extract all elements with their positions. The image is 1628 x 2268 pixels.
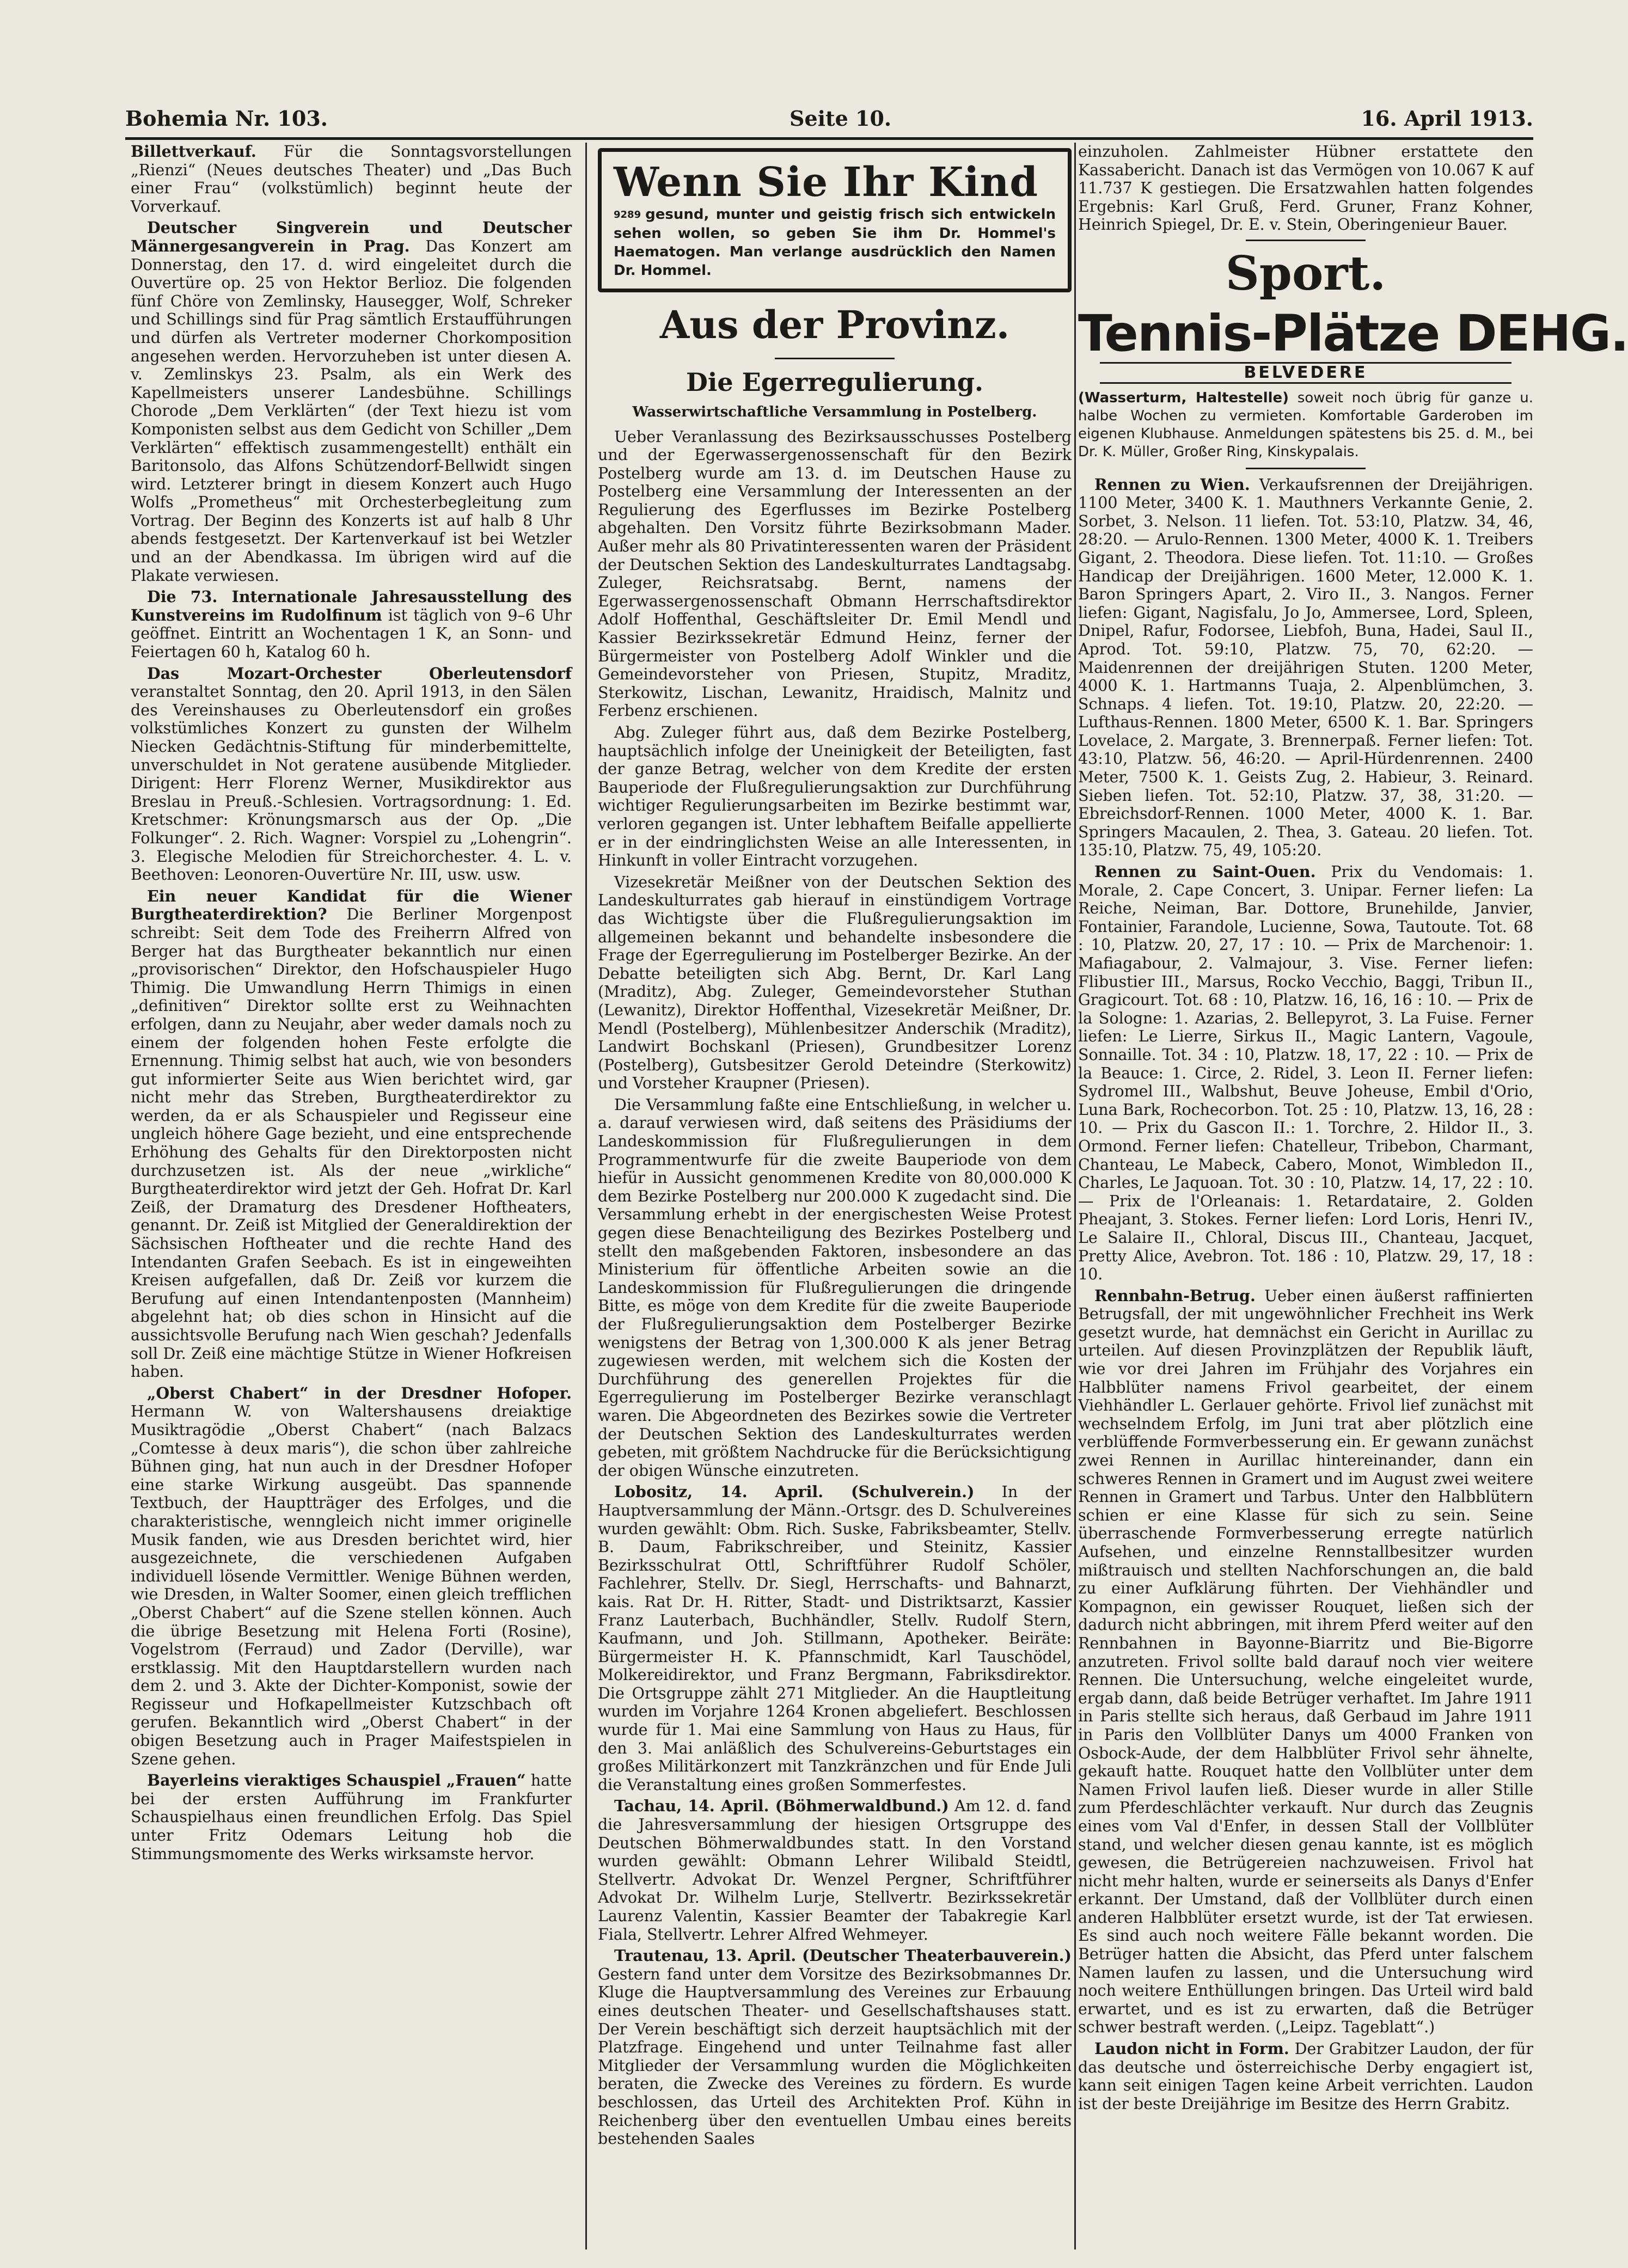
section-title: Aus der Provinz. [659,302,1010,347]
article-lead: Billettverkauf. [131,142,256,161]
article-text: Der Grabitzer Laudon, der für das deutsche und österreichische Derby engagiert ist, kann seit einigen Tagen keine Arbeit verrichten. Laudon ist der beste Dreijährige im Besitze des Herrn Grabitz. [1078,2040,1534,2113]
article-kunstverein [131,588,572,661]
article-text: hatte bei der ersten Aufführung im Frankfurter Schauspielhaus einen freundlichen Erfolg. Das Spiel unter Fritz Odemars Leitung hob die Stimmungsmomente des Werks wirksamste hervor. [131,1772,572,1863]
tennis-location: BELVEDERE [1100,362,1511,384]
article-text: Hermann W. von Waltershausens dreiaktige Musiktragödie „Oberst Chabert“ (nach Balzacs „Comtesse à deux maris“), die schon über zahlreiche Bühnen ging, hat nun auch in der Dresdner Hofoper eine starke Wirkung ausgeübt. Das spannende Textbuch, der Hauptträger des Erfolges, und die charakteristische, wenngleich nicht immer originelle Musik fanden, wie aus Dresden berichtet wird, hier ausgezeichnete, die verschiedenen Aufgaben individuell lösende Vermittler. Wenige Bühnen werden, wie Dresden, in Walter Soomer, einen gleich trefflichen „Oberst Chabert“ auf die Szene stellen können. Auch die übrige Besetzung mit Helena Forti (Rosine), Vogelstrom (Ferraud) und Zador (Derville), war erstklassig. Mit den Hauptdarstellern wurden nach dem 2. und 3. Akte der Dichter-Komponist, sowie der Regisseur und Hofkapellmeister Kutzschbach oft gerufen. Bekanntlich wird „Oberst Chabert“ in der obigen Besetzung auch in Prager Maifestspielen in Szene gehen. [131,1402,572,1768]
article-paragraph: Ueber Veranlassung des Bezirksausschusses Postelberg und der Egerwassergenossenschaft für den Bezirk Postelberg wurde am 13. d. im Deutschen Hause zu Postelberg eine Versammlung der Interessenten an der Regulierung des Egerflusses im Bezirke Postelberg abgehalten. Den Vorsitz führte Bezirksobmann Mader. Außer mehr als 80 Privatinteressenten waren der Präsident der Deutschen Sektion des Landeskulturrates Landtagsabg. Zuleger, Reichsratsabg. Bernt, namens der Egerwassergenossenschaft Obmann Herrschaftsdirektor Adolf Hoffenthal, Geschäftsleiter Dr. Emil Mendl und Kassier Bezirkssekretär Edmund Heinz, ferner der Bürgermeister von Postelberg Adolf Winkler und die Gemeindevorsteher von Priesen, Stupitz, Mraditz, Sterkowitz, Lischan, Lewanitz, Hraidisch, Malnitz und Ferbenz erschienen. [598,427,1072,720]
article-text: Am 12. d. fand die Jahresversammlung der hiesigen Ortsgruppe des Deutschen Böhmerwaldbundes statt. In den Vorstand wurden gewählt: Obmann Lehrer Wilibald Steidtl, Stellvertr. Advokat Dr. Wenzel Pergner, Schriftführer Advokat Dr. Wilhelm Lurje, Stellvertr. Bezirkssekretär Laurenz Valentin, Kassier Beamter der Tabakregie Karl Fiala, Stellvertr. Lehrer Alfred Wehmeyer. [598,1797,1072,1944]
article-lead: Das Mozart-Orchester Oberleutensdorf [147,664,572,683]
article-lead: Die 73. Internationale Jahresausstellung des Kunstvereins im Rudolfinum [131,587,572,624]
article-text: Für die Sonntagsvorstellungen „Rienzi“ (Neues deutsches Theater) und „Das Buch einer Frau“ (volkstümlich) beginnt heute der Vorverkauf. [131,143,572,216]
ad-text: gesund, munter und geistig frisch sich entwickeln sehen wollen, so geben Sie ihm Dr. Hommel's Haematogen. Man verlange ausdrücklich den Namen Dr. Hommel. [614,206,1056,279]
article-text: veranstaltet Sonntag, den 20. April 1913, in den Sälen des Vereinshauses zu Oberleutensdorf ein großes volkstümliches Konzert zu gunsten der Wilhelm Niecken Gedächtnis-Stiftung für minderbemittelte, unverschuldet in Not geratene ausübende Mitglieder. Dirigent: Herr Florenz Werner, Musikdirektor aus Breslau in Preuß.-Schlesien. Vortragsordnung: 1. Ed. Kretschmer: Krönungsmarsch aus der Op. „Die Folkunger“. 2. Rich. Wagner: Vorspiel zu „Lohengrin“. 3. Elegische Melodien für Streichorchester. 4. L. v. Beethoven: Leonoren-Ouvertüre Nr. III, usw. usw. [131,683,572,884]
column-rule-1 [585,143,587,2249]
ad-code: 9289 [614,209,641,220]
tennis-lead: (Wasserturm, Haltestelle) [1078,389,1289,406]
column-3 [1078,143,1628,2249]
column-rule-2 [1074,143,1076,2249]
article-source: („Leipz. Tageblatt“.) [1275,2018,1435,2037]
article-lead: Rennbahn-Betrug. [1094,1286,1256,1305]
article-burgtheater [131,887,572,1381]
article-lead: Ein neuer Kandidat für die Wiener Burgtheaterdirektion? [131,886,572,924]
article-text: Ueber einen äußerst raffinierten Betrugsfall, der mit ungewöhnlicher Frechheit ins Werk gesetzt wurde, hat demnächst ein Gericht in Aurillac zu urteilen. Auf diesen Provinzplätzen der Republik läuft, wie vor drei Jahren im Frühjahr des Vorjahres ein Halbblüter namens Frivol gearbeitet, der einem Viehhändler L. Gerlauer gehörte. Frivol lief zunächst mit wechselndem Erfolg, im Juni trat aber plötzlich eine verblüffende Formverbesserung ein. Er gewann zunächst zwei Rennen in Aurillac hintereinander, dann ein schweres Rennen in Gramert und im August zwei weitere Rennen in Gramert und Tarbus. Unter den Halbblütern schien er eine Klasse für sich zu sein. Seine überraschende Formverbesserung erregte natürlich Aufsehen, und einzelne Rennstallbesitzer wurden mißtrauisch und stellten Nachforschungen an, die bald zu einer Aufklärung führten. Der Viehhändler und Kompagnon, ein gewisser Rouquet, ließen sich der dadurch nicht abbringen, mit ihrem Pferd weiter auf den Rennbahnen in Bayonne-Biarritz und Bie-Bigorre anzutreten. Frivol sollte bald darauf noch vier weitere Rennen. Die Untersuchung, welche eingeleitet wurde, ergab dann, daß beide Betrüger verhaftet. Im Jahre 1911 in Paris stellte sich heraus, daß Gerbaud im Jahre 1911 in Paris den Vollblüter Danys um 4000 Franken von Osbock-Aude, der dem Halbblüter Frivol sehr ähnelte, gekauft hatte. Rouquet hatte den Vollblüter unter dem Namen Frivol laufen ließ. Dieser wurde in aller Stille zum Pferdeschlächter verkauft. Nur durch das Zeugnis eines vom Val d'Enfer, in dessen Stall der Vollblüter stand, und welcher diesen genau kannte, ist es möglich gewesen, die Betrügereien nachzuweisen. Frivol hat nicht mehr halten, wurde er seinerseits als Danys d'Enfer erkannt. Der Umstand, daß der Vollblüter durch einen anderen Halbblüter ersetzt wurde, ist der Tat erwiesen. Es sind auch noch weitere Fälle bekannt worden. Die Betrüger hatten die Absicht, das Pferd unter falschem Namen laufen zu lassen, und die Untersuchung wird noch weitere Enthüllungen bringen. Das Urteil wird bald erwartet, und es ist zu erwarten, daß die Betrüger schwer bestraft werden. [1078,1286,1534,2037]
article-rennen-saint-ouen [1078,863,1533,1284]
article-text: Das Konzert am Donnerstag, den 17. d. wird eingeleitet durch die Ouvertüre op. 25 von Hektor Berlioz. Die folgenden fünf Chöre von Zemlinsky, Hausegger, Wolf, Schreker und Schillings sind für Prag sämtlich Erstaufführungen und dürfen als Vertreter moderner Chorkomposition angesehen werden. Hervorzuheben ist unter diesen A. v. Zemlinskys 23. Psalm, als ein Werk des Kapellmeisters unserer Landesbühne. Schillings Chorode „Dem Verklärten“ (der Text hiezu ist vom Komponisten selbst aus dem Gedicht von Schiller „Dem Verklärten“ effektisch zusammengestellt) enthält ein Baritonsolo, das Alfons Schützendorf-Bellwidt singen wird. Letzterer bringt in diesem Konzert auch Hugo Wolfs „Prometheus“ mit Orchesterbegleitung zum Vortrag. Der Beginn des Konzerts ist auf halb 8 Uhr abends festgesetzt. Der Kartenverkauf ist bei Wetzler und an der Abendkassa. Im übrigen wird auf die Plakate verwiesen. [131,237,572,585]
haematogen-advertisement [598,148,1072,292]
column-2 [598,143,1072,2249]
article-text: Prix du Vendomais: 1. Morale, 2. Cape Concert, 3. Unipar. Ferner liefen: La Reiche, Neiman, Bar. Dottore, Brunehilde, Janvier, Fontainier, Farandole, Lucienne, Sowa, Tautoute. Tot. 68 : 10, Platzw. 20, 27, 17 : 10. — Prix de Marchenoir: 1. Mafiagabour, 2. Valmajour, 3. Vise. Ferner liefen: Flibustier III., Marsus, Rocko Vecchio, Baggi, Tribun II., Gragicourt. Tot. 68 : 10, Platzw. 16, 16, 16 : 10. — Prix de la Sologne: 1. Azarias, 2. Bellepyrot, 3. La Fuise. Ferner liefen: Le Lierre, Sirkus II., Magic Lantern, Vagoule, Sonnaille. Tot. 34 : 10, Platzw. 18, 17, 22 : 10. — Prix de la Beauce: 1. Circe, 2. Ridel, 3. Leon II. Ferner liefen: Sydromel III., Walbshut, Beuve Joheuse, Embil d'Orio, Luna Bark, Rochecorbon. Tot. 25 : 10, Platzw. 13, 16, 28 : 10. — Prix du Gascon II.: 1. Torchre, 2. Hildor II., 3. Ormond. Ferner liefen: Chatelleur, Tribebon, Charmant, Chanteau, Le Mabeck, Cabero, Monot, Wimbledon II., Charles, Le Jaquoan. Tot. 30 : 10, Platzw. 14, 17, 22 : 10. — Prix de l'Orleanais: 1. Retardataire, 2. Golden Pheajant, 3. Stokes. Ferner liefen: Lord Loris, Henri IV., Le Salaire II., Chloral, Discus III., Chanteau, Jacquet, Pretty Alice, Avebron. Tot. 186 : 10, Platzw. 29, 17, 18 : 10. [1078,863,1533,1284]
article-trautenau [598,1947,1072,2148]
article-lobositz [598,1483,1072,1794]
article-tachau [598,1797,1072,1944]
article-text: Die Berliner Morgenpost schreibt: Seit dem Tode des Freiherrn Alfred von Berger hat das Burgtheater bekanntlich nur einen „provisorischen“ Direktor, den Hofschauspieler Hugo Thimig. Die Umwandlung Herrn Thimigs in einen „definitiven“ Direktor sollte erst zu Weihnachten erfolgen, dann zu Neujahr, aber weder damals noch zu einem der folgenden hohen Feste erfolgte die Ernennung. Thimig selbst hat auch, wie von besonders gut informierter Seite aus Wien berichtet wird, gar nicht mehr das Streben, Burgtheaterdirektor zu werden, da er als Schauspieler und Regisseur eine ungleich höhere Gage bezieht, und eine entsprechende Erhöhung des Gehalts für den Direktorposten nicht durchzusetzen ist. Als der neue „wirkliche“ Burgtheaterdirektor wird jetzt der Geh. Hofrat Dr. Karl Zeiß, der Dramaturg des Dresdener Hoftheaters, genannt. Dr. Zeiß ist Mitglied der Generaldirektion der Sächsischen Hoftheater und die rechte Hand des Intendanten Grafen Seebach. Es ist in eingeweihten Kreisen aufgefallen, daß Dr. Zeiß vor kurzem die Berufung auf einen Intendantenposten (Mannheim) abgelehnt hat; ob dies schon in Hinsicht auf die aussichtsvolle Berufung nach Wien geschah? Jedenfalls soll Dr. Zeiß eine mächtige Stütze in Wiener Hofkreisen haben. [131,905,572,1381]
article-frauen [131,1772,572,1863]
tennis-body: soweit noch übrig für ganze u. halbe Wochen zu vermieten. Komfortable Garderoben im eigenen Klubhause. Anmeldungen spätestens bis 25. d. M., bei Dr. K. Müller, Großer Ring, Kinskypalais. [1078,389,1534,460]
tennis-advertisement [1078,304,1628,461]
article-rennen-wien [1078,476,1533,860]
article-oberst-chabert [131,1384,572,1768]
section-rule [775,358,895,359]
article-paragraph: Vizesekretär Meißner von der Deutschen Sektion des Landeskulturrates gab hierauf in einstündigem Vortrage das Wichtigste über die Flußregulierungsaktion im allgemeinen bekannt und behandelte insbesondere die Frage der Egerregulierung im Postelberger Bezirke. An der Debatte beteiligten sich Abg. Bernt, Dr. Karl Lang (Mraditz), Abg. Zuleger, Gemeindevorsteher Stuthan (Lewanitz), Direktor Hoffenthal, Vizesekretär Meißner, Dr. Mendl (Postelberg), Mühlenbesitzer Anderschik (Mraditz), Landwirt Bochskanl (Priesen), Grundbesitzer Lorenz (Postelberg), Gutsbesitzer Gerold Deteindre (Sterkowitz) und Vorsteher Kraupner (Priesen). [598,873,1072,1093]
article-text: ist täglich von 9–6 Uhr geöffnet. Eintritt an Wochentagen 1 K, an Sonn- und Feiertagen 60 h, Katalog 60 h. [131,606,572,661]
article-text: Gestern fand unter dem Vorsitze des Bezirksobmannes Dr. Kluge die Hauptversammlung des Vereines zur Erbauung eines deutschen Theater- und Gesellschaftshauses statt. Der Verein beschäftigt sich derzeit hauptsächlich mit der Platzfrage. Eingehend und unter Teilnahme fast aller Mitglieder der Versammlung wurden die Möglichkeiten beraten, die Zwecke des Vereines zu fördern. Es wurde beschlossen, das Urteil des Architekten Prof. Kühn in Reichenberg über den eventuellen Umbau eines bereits bestehenden Saales [598,1965,1072,2148]
tennis-title: Tennis-Plätze DEHG. [1078,304,1628,363]
section-rule [1246,240,1366,241]
article-lead: Lobositz, 14. April. (Schulverein.) [614,1482,975,1501]
article-lead: Bayerleins vieraktiges Schauspiel „Frauen“ [147,1771,526,1790]
article-lead: Laudon nicht in Form. [1094,2039,1289,2058]
section-rule [1246,468,1366,469]
page-number: Seite 10. [789,106,892,131]
article-paragraph: Die Versammlung faßte eine Entschließung, in welcher u. a. darauf verwiesen wird, daß seitens des Präsidiums der Landeskommission für Flußregulierungen in dem Programmentwurfe für die zweite Bauperiode von dem hiefür in Aussicht genommenen Kredite von 80,000.000 K dem Bezirke Postelberg nur 200.000 K zugedacht sind. Die Versammlung erhebt in der energischesten Weise Protest gegen diese Benachteiligung des Bezirkes Postelberg und stellt den maßgebenden Faktoren, insbesondere an das Ministerium für öffentliche Arbeiten sowie an die Landeskommission für Flußregulierungen die dringende Bitte, es möge von dem Kredite für die zweite Bauperiode der Flußregulierungsaktion dem Postelberger Bezirke wenigstens der Betrag von 1,300.000 K als jener Betrag zugewiesen werden, mit welchem sich die Kosten der Durchführung des generellen Projektes für die Egerregulierung im Postelberger Bezirke veranschlagt waren. Die Abgeordneten des Bezirkes sowie die Vertreter der Deutschen Sektion des Landeskulturrates werden gebeten, mit größtem Nachdrucke für die Berücksichtigung der obigen Wünsche einzutreten. [598,1095,1072,1480]
page-header [125,106,1533,139]
article-lead: Tachau, 14. April. (Böhmerwaldbund.) [614,1797,949,1816]
issue-date: 16. April 1913. [1361,106,1533,131]
article-continuation: einzuholen. Zahlmeister Hübner erstattete den Kassabericht. Danach ist das Vermögen von 10.067 K auf 11.737 K gestiegen. Die Ersatzwahlen hatten folgendes Ergebnis: Karl Gruß, Ferd. Gruner, Franz Kohner, Heinrich Spiegel, Dr. E. v. Stein, Oberingenieur Bauer. [1078,143,1533,234]
article-billettverkauf [131,143,572,216]
article-title: Die Egerregulierung. [686,367,983,397]
article-laudon [1078,2040,1533,2113]
tennis-text [1078,389,1533,461]
article-lead: Rennen zu Saint-Ouen. [1094,862,1316,881]
article-lead: „Oberst Chabert“ in der Dresdner Hofoper. [147,1383,572,1402]
article-subtitle: Wasserwirtschaftliche Versammlung in Postelberg. [632,403,1037,420]
header-rule [125,137,1533,140]
article-lead: Rennen zu Wien. [1094,475,1250,494]
article-rennbahn-betrug [1078,1287,1533,2037]
article-mozart-orchester [131,665,572,884]
column-1 [131,143,572,2249]
article-singverein [131,219,572,585]
ad-body [614,205,1056,280]
sport-section-title: Sport. [1225,246,1386,301]
article-paragraph: Abg. Zuleger führt aus, daß dem Bezirke Postelberg, hauptsächlich infolge der Uneinigkeit der Beteiligten, fast der ganze Betrag, welcher von dem Kredite der ersten Bauperiode der Flußregulierungsaktion zur Durchführung wichtiger Regulierungsarbeiten im Bezirke bestimmt war, verloren gegangen ist. Unter lebhaftem Beifalle appellierte er in der eindringlichsten Weise an alle Interessenten, in Hinkunft in voller Eintracht vorzugehen. [598,724,1072,870]
article-text: In der Hauptversammlung der Männ.-Ortsgr. des D. Schulvereines wurden gewählt: Obm. Rich. Suske, Fabriksbeamter, Stellv. B. Daum, Fabrikschreiber, und Steinitz, Kassier Bezirksschulrat Ottl, Schriftführer Rudolf Schöler, Fachlehrer, Stellv. Dr. Siegl, Herrschafts- und Bahnarzt, kais. Rat Dr. H. Ritter, Stadt- und Distriktsarzt, Kassier Franz Lauterbach, Buchhändler, Stellv. Rudolf Stern, Kaufmann, und Joh. Stillmann, Apotheker. Beiräte: Bürgermeister H. K. Pfannschmidt, Karl Tauschödel, Molkereidirektor, und Franz Bergmann, Fabriksdirektor. Die Ortsgruppe zählt 271 Mitglieder. An die Hauptleitung wurden im Vorjahre 1264 Kronen abgeliefert. Beschlossen wurde für 1. Mai eine Sammlung von Haus zu Haus, für den 3. Mai anläßlich des Schulvereins-Geburtstages ein großes Militärkonzert mit Tanzkränzchen und für Ende Juli die Veranstaltung eines großen Sommerfestes. [598,1483,1072,1794]
article-lead: Deutscher Singverein und Deutscher Männergesangverein in Prag. [131,218,572,255]
article-text: Verkaufsrennen der Dreijährigen. 1100 Meter, 3400 K. 1. Mauthners Verkannte Genie, 2. Sorbet, 3. Nelson. 11 liefen. Tot. 53:10, Platzw. 34, 46, 28:20. — Arulo-Rennen. 1300 Meter, 4000 K. 1. Treibers Gigant, 2. Theodora. Diese liefen. Tot. 11:10. — Großes Handicap der Dreijährigen. 1600 Meter, 12.000 K. 1. Baron Springers Apart, 2. Viro II., 3. Nangos. Ferner liefen: Gigant, Nagisfalu, Jo Jo, Ammersee, Lord, Spleen, Dnipel, Rafur, Fodorsee, Liebfoh, Buna, Hadei, Saul II., Aprod. Tot. 59:10, Platzw. 75, 70, 62:20. — Maidenrennen der dreijährigen Stuten. 1200 Meter, 4000 K. 1. Hartmanns Tuaja, 2. Alpenblümchen, 3. Schnaps. 4 liefen. Tot. 19:10, Platzw. 20, 22:20. — Lufthaus-Rennen. 1800 Meter, 6500 K. 1. Bar. Springers Lovelace, 2. Margate, 3. Brennerpaß. Ferner liefen: Tot. 43:10, Platzw. 56, 46:20. — April-Hürdenrennen. 2400 Meter, 7500 K. 1. Geists Zug, 2. Habieur, 3. Reinard. Sieben liefen. Tot. 52:10, Platzw. 37, 38, 31:20. — Ebreichsdorf-Rennen. 1000 Meter, 4000 K. 1. Bar. Springers Macaulen, 2. Thea, 3. Gateau. 20 liefen. Tot. 135:10, Platzw. 75, 49, 105:20. [1078,475,1533,860]
issue-number: Bohemia Nr. 103. [125,106,328,131]
article-lead: Trautenau, 13. April. (Deutscher Theaterbauverein.) [614,1946,1072,1965]
ad-title: Wenn Sie Ihr Kind [614,159,1039,206]
